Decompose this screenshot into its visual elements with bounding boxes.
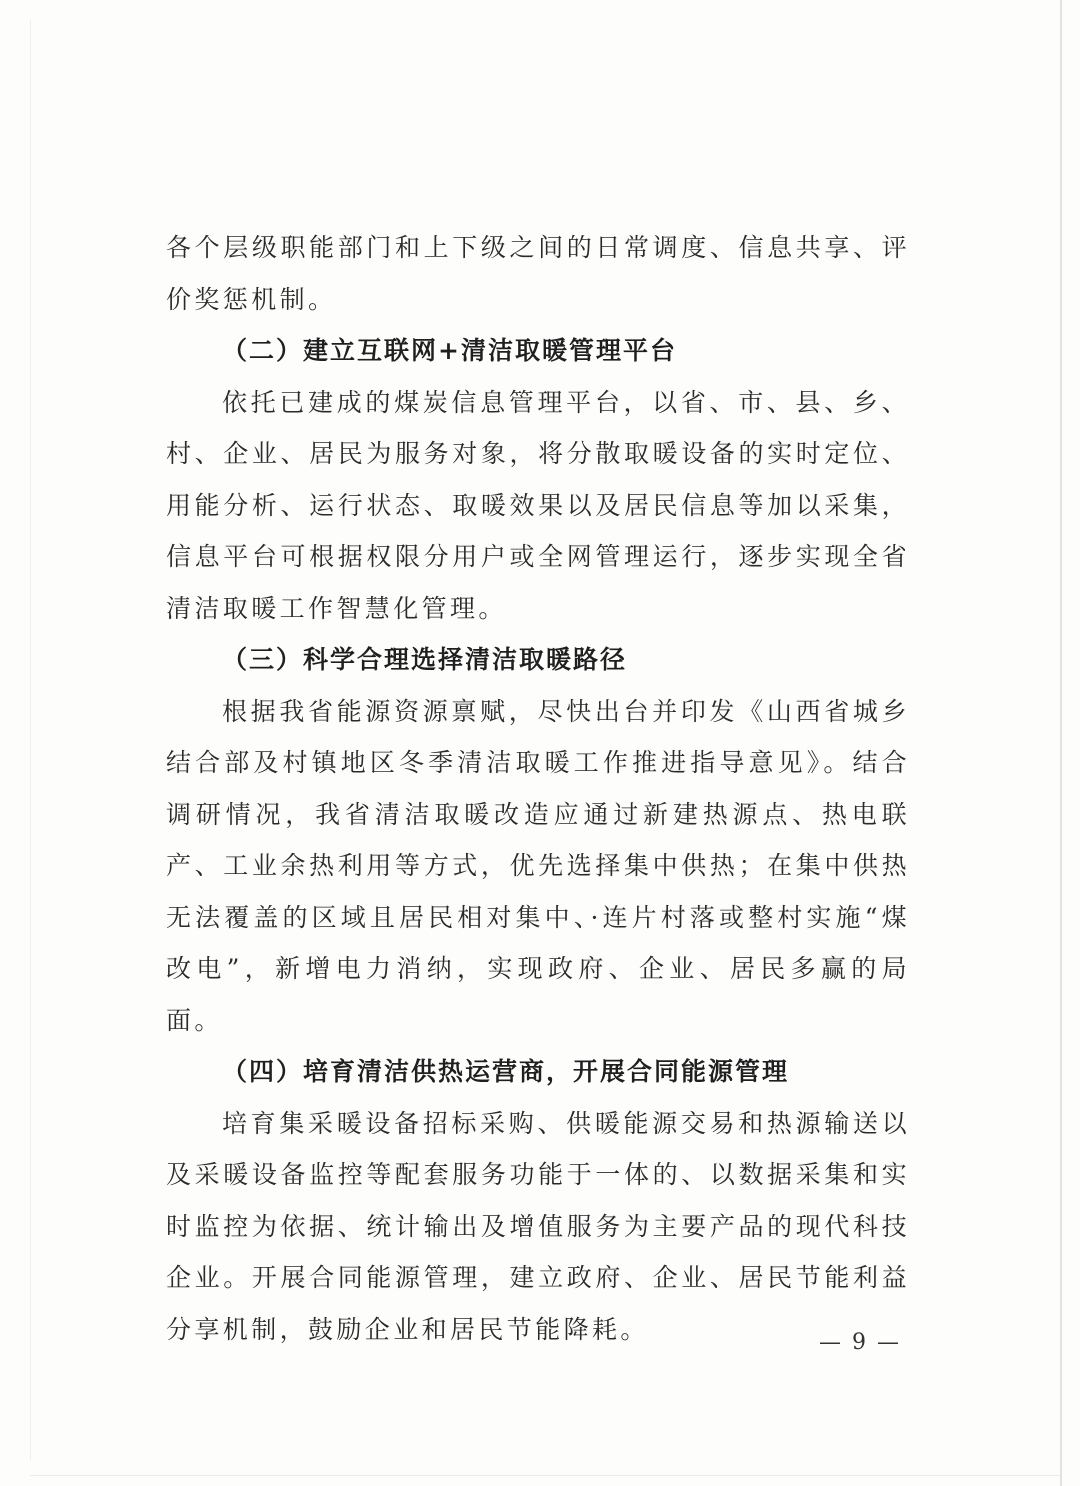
section-body-3: 根据我省能源资源禀赋，尽快出台并印发《山西省城乡结合部及村镇地区冬季清洁取暖工作推进指导意见》。结合调研情况，我省清洁取暖改造应通过新建热源点、热电联产、工业余热利用等方式，优先选择集中供热；在集中供热无法覆盖的区域且居民相对集中、·连片村落或整村实施“煤改电”，新增电力消纳，实现政府、企业、居民多赢的局面。 [166,696,910,1035]
section-heading-4: （四）培育清洁供热运营商，开展合同能源管理 [222,1057,790,1086]
section-body-4: 培育集采暖设备招标采购、供暖能源交易和热源输送以及采暖设备监控等配套服务功能于一体的、以数据采集和实时监控为依据、统计输出及增值服务为主要产品的现代科技企业。开展合同能源管理，建立政府、企业、居民节能利益分享机制，鼓励企业和居民节能降耗。 [166,1108,910,1344]
page-edge-bottom [30,1475,1060,1476]
section-heading-3: （三）科学合理选择清洁取暖路径 [222,645,628,674]
document-body [166,222,910,1355]
page-edge-left [30,20,31,1460]
section-body-2: 依托已建成的煤炭信息管理平台，以省、市、县、乡、村、企业、居民为服务对象，将分散取暖设备的实时定位、用能分析、运行状态、取暖效果以及居民信息等加以采集，信息平台可根据权限分用户或全网管理运行，逐步实现全省清洁取暖工作智慧化管理。 [166,387,910,623]
page-edge-right [1060,0,1062,1486]
intro-paragraph: 各个层级职能部门和上下级之间的日常调度、信息共享、评价奖惩机制。 [166,233,910,314]
section-heading-2: （二）建立互联网+清洁取暖管理平台 [222,336,677,365]
page-number: — 9 — [819,1330,901,1355]
